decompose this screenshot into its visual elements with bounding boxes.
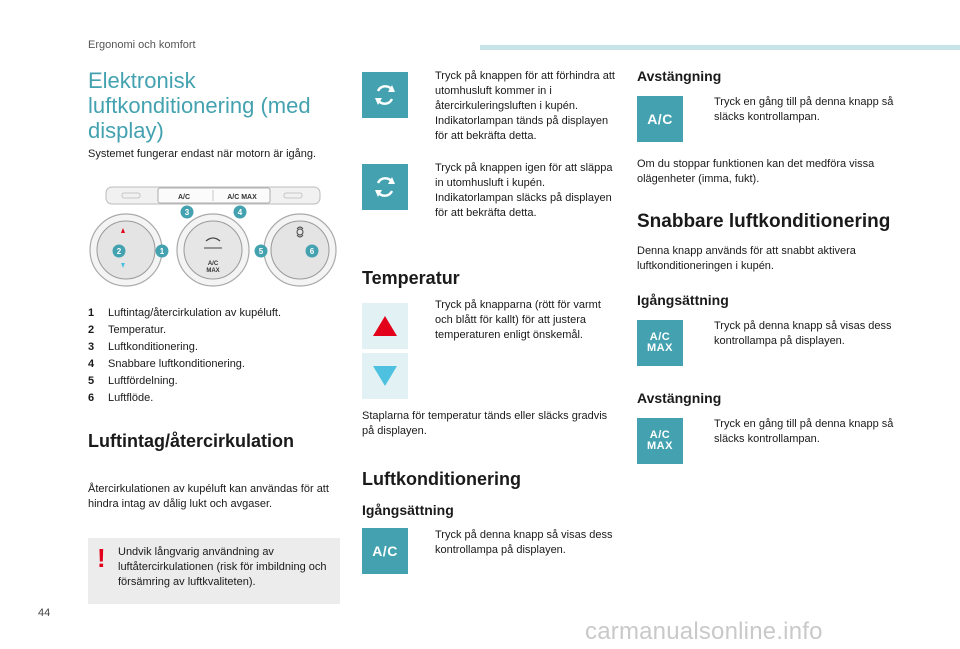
legend-item: 6 Luftflöde. [88,392,154,404]
center-ac-label: A/C [207,261,219,267]
ac-icon: A/C [637,96,683,142]
callout-1: 1 [159,247,165,256]
recirculation-icon [362,72,408,118]
ac-icon: A/C [362,528,408,574]
watermark: carmanualsonline.info [585,618,823,645]
quick-ac-off-heading: Avstängning [637,390,722,406]
ac-off-text: Om du stoppar funktionen kan det medföra vissa olägenheter (imma, fukt). [637,158,875,185]
callout-4: 4 [237,208,243,217]
recirculation-on-bullet: Tryck på knappen för att förhindra att utomhusluft kommer in i återcirkuleringsluften i kupén. Indikatorlampan tänds på displayen för att bekräfta detta. [435,70,615,142]
legend-item: 3 Luftkonditionering. [88,341,198,353]
quick-ac-start-heading: Igångsättning [637,292,729,308]
quick-ac-off-bullet: Tryck en gång till på denna knapp så släcks kontrollampan. [714,418,894,445]
center-display-knob [177,214,249,286]
legend-item: 2 Temperatur. [88,324,167,336]
left-control-knob [90,214,162,286]
callout-5: 5 [258,247,264,256]
callout-2: 2 [116,247,122,256]
legend-item: 4 Snabbare luftkonditionering. [88,358,245,370]
temperature-bullet: Tryck på knapparna (rött för varmt och blått för kallt) för att justera temperaturen enligt önskemål. [435,299,601,341]
warning-box [88,538,340,604]
page-title: Elektronisk luftkonditionering (med display) [88,68,311,143]
quick-ac-heading: Snabbare luftkonditionering [637,211,891,232]
callout-3: 3 [184,208,190,217]
section-header: Ergonomi och komfort [88,39,196,51]
warning-icon: ! [97,543,106,573]
temperature-heading: Temperatur [362,268,460,288]
header-bar [480,45,960,50]
panel-ac-label: A/C [177,194,191,201]
temperature-down-icon [362,353,408,399]
legend-list [88,305,348,407]
warning-text: Undvik långvarig användning av luftåtercirkulationen (risk för imbildning och försämring av luftkvaliteten). [118,546,327,588]
panel-acmax-label: A/C MAX [227,194,257,201]
ac-max-icon: A/C MAX [637,320,683,366]
quick-ac-text: Denna knapp används för att snabbt aktivera luftkonditioneringen i kupén. [637,245,856,272]
recirculation-off-bullet: Tryck på knappen igen för att släppa in utomhusluft i kupén. Indikatorlampan släcks på displayen för att bekräfta detta. [435,162,613,219]
ac-max-icon: A/C MAX [637,418,683,464]
ac-heading: Luftkonditionering [362,469,521,489]
ac-off-heading: Avstängning [637,68,722,84]
quick-ac-start-bullet: Tryck på denna knapp så visas dess kontrollampa på displayen. [714,320,892,347]
right-control-knob [264,214,336,286]
callout-6: 6 [309,247,315,256]
recirculation-icon [362,164,408,210]
recirculation-heading: Luftintag/återcirkulation [88,431,295,451]
ac-off-bullet: Tryck en gång till på denna knapp så släcks kontrollampan. [714,96,894,123]
center-max-label: MAX [206,268,220,274]
intro-text: Systemet fungerar endast när motorn är igång. [88,148,317,160]
temperature-text: Staplarna för temperatur tänds eller släcks gradvis på displayen. [362,410,608,437]
ac-start-bullet: Tryck på denna knapp så visas dess kontrollampa på displayen. [435,529,613,556]
ac-start-heading: Igångsättning [362,502,454,518]
legend-item: 5 Luftfördelning. [88,375,178,387]
legend-item: 1 Luftintag/återcirkulation av kupéluft. [88,307,282,319]
temperature-up-icon [362,303,408,349]
recirculation-text: Återcirkulationen av kupéluft kan användas för att hindra intag av dålig lukt och avgaser. [88,483,329,510]
control-panel-illustration [88,185,338,293]
page-number: 44 [38,607,51,619]
